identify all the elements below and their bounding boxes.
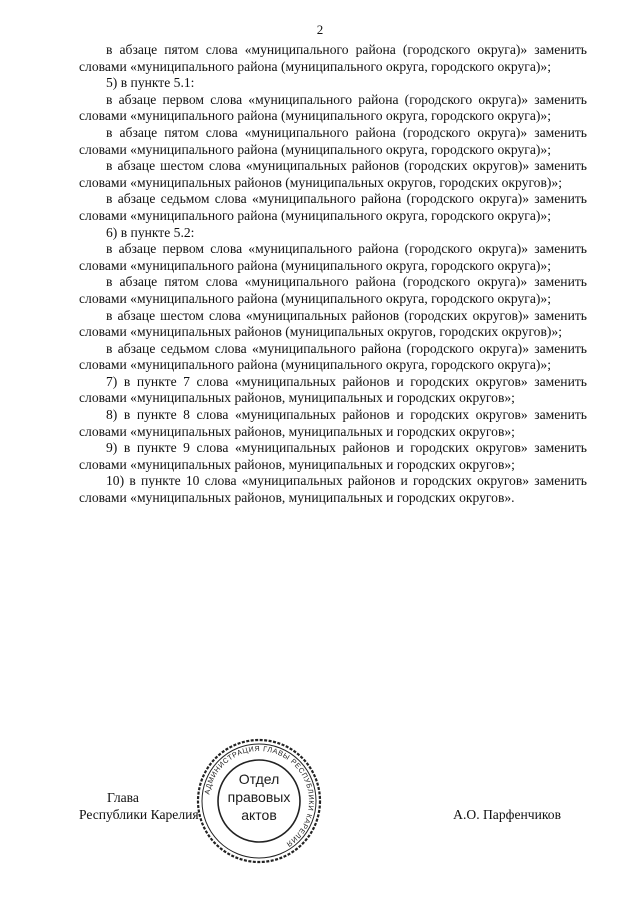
stamp-ring-text: АДМИНИСТРАЦИЯ ГЛАВЫ РЕСПУБЛИКИ КАРЕЛИЯ bbox=[202, 743, 317, 850]
paragraph: в абзаце шестом слова «муниципальных районов (городских округов)» заменить словами «муниципальных районов (муниципальных округов, городских округов)»; bbox=[79, 307, 587, 340]
paragraph: 6) в пункте 5.2: bbox=[106, 224, 195, 240]
signatory-name: А.О. Парфенчиков bbox=[453, 807, 561, 822]
paragraph: 5) в пункте 5.1: bbox=[106, 75, 195, 91]
page-number: 2 bbox=[316, 22, 324, 37]
paragraph: в абзаце шестом слова «муниципальных районов (городских округов)» заменить словами «муниципальных районов (муниципальных округов, городских округов)»; bbox=[79, 158, 587, 190]
official-stamp bbox=[195, 737, 323, 865]
paragraph: в абзаце седьмом слова «муниципального района (городского округа)» заменить словами «муниципального района (муниципального округа, городского округа)»; bbox=[79, 340, 587, 373]
signature-title bbox=[79, 790, 199, 823]
paragraph: 8) в пункте 8 слова «муниципальных районов и городских округов» заменить словами «муниципальных районов, муниципальных и городских округов»; bbox=[79, 407, 587, 439]
paragraph: в абзаце седьмом слова «муниципального района (городского округа)» заменить словами «муниципального района (муниципального округа, городского округа)»; bbox=[79, 191, 587, 223]
paragraph: в абзаце первом слова «муниципального района (городского округа)» заменить словами «муниципального района (муниципального округа, городского округа)»; bbox=[79, 241, 587, 273]
paragraph: 10) в пункте 10 слова «муниципальных районов и городских округов» заменить словами «муниципальных районов, муниципальных и городских округов». bbox=[79, 473, 587, 506]
paragraph: в абзаце пятом слова «муниципального района (городского округа)» заменить словами «муниципального района (муниципального округа, городского округа)»; bbox=[79, 42, 587, 74]
signature-title-line2: Республики Карелия bbox=[79, 806, 199, 822]
paragraph: 9) в пункте 9 слова «муниципальных районов и городских округов» заменить словами «муниципальных районов, муниципальных и городских округов»; bbox=[79, 440, 587, 472]
signature-title-line1: Глава bbox=[107, 790, 139, 805]
stamp-line: актов bbox=[241, 807, 277, 823]
paragraph: 7) в пункте 7 слова «муниципальных районов и городских округов» заменить словами «муниципальных районов, муниципальных и городских округов»; bbox=[79, 373, 587, 406]
paragraph: в абзаце пятом слова «муниципального района (городского округа)» заменить словами «муниципального района (муниципального округа, городского округа)»; bbox=[79, 274, 587, 306]
paragraph: в абзаце первом слова «муниципального района (городского округа)» заменить словами «муниципального района (муниципального округа, городского округа)»; bbox=[79, 91, 587, 124]
stamp-line: Отдел bbox=[238, 771, 280, 787]
paragraph: в абзаце пятом слова «муниципального района (городского округа)» заменить словами «муниципального района (муниципального округа, городского округа)»; bbox=[79, 124, 587, 157]
stamp-center-text bbox=[225, 770, 293, 824]
stamp-line: правовых bbox=[227, 789, 291, 805]
document-body bbox=[79, 42, 587, 507]
